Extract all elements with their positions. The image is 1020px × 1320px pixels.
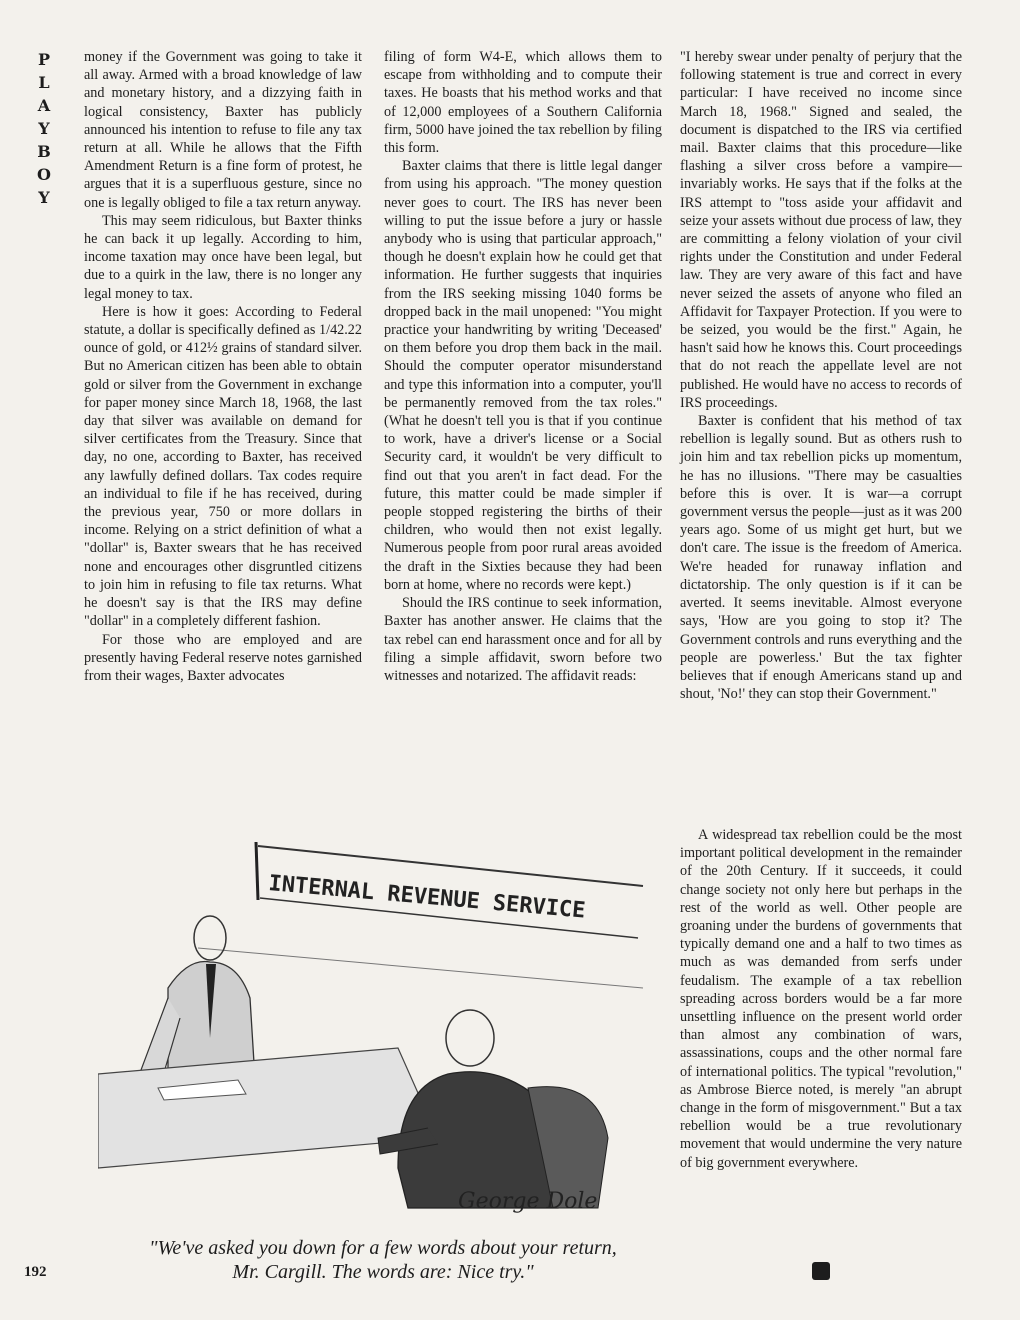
- masthead-letter: Y: [38, 119, 50, 138]
- article-column-2: [384, 48, 662, 685]
- paragraph: filing of form W4-E, which allows them to escape from withholding and to compute their taxes. He boasts that his method works and that of 12,000 employees of a Southern California firm, 5000 have joined the tax rebellion by filing this form.: [384, 49, 662, 157]
- caption-line-1: "We've asked you down for a few words about your return,: [149, 1237, 617, 1259]
- paragraph: A widespread tax rebellion could be the most important political development in the remainder of the 20th Century. If it succeeds, it could change society not only here but perhaps in the rest of the world as well. Other people are groaning under the burdens of governments that typically demand one and a half to two times as much as was demanded from serfs under feudalism. The example of a tax rebellion spreading across borders would be a far more unsettling influence on the present world order than almost any combination of wars, assassinations, coups and the other normal fare of international politics. The typical "revolution," as Ambrose Bierce noted, is merely "an abrupt change in the form of misgovernment." But a tax rebellion would be a true revolutionary movement that would undermine the very nature of big government everywhere.: [680, 827, 962, 1171]
- masthead-letter: L: [38, 73, 50, 92]
- paragraph: "I hereby swear under penalty of perjury that the following statement is true and correct in every particular: I have received no income since March 18, 1968." Signed and sealed, the document is dispatched to the IRS via certified mail. Baxter claims that this procedure—like flashing a silver cross before a vampire—invariably works. He says that if the folks at the IRS attempt to "toss aside your affidavit and seize your assets without due process of law, they are committing a felony violation of your civil rights under the Constitution and under Federal law. They are very aware of this fact and have never seized the assets of anyone who filed an Affidavit for Taxpayer Protection. If you were to be seized, you would be the first." Again, he hasn't said how he knows this. Court proceedings that do not reach the appellate level are not published. He would have no access to records of IRS proceedings.: [680, 49, 962, 411]
- end-of-article-bunny-icon: [812, 1262, 830, 1280]
- article-column-3-continued: [680, 826, 962, 1172]
- paragraph: For those who are employed and are presently having Federal reserve notes garnished from their wages, Baxter advocates: [84, 631, 362, 684]
- cartoon-caption: [100, 1236, 666, 1284]
- paragraph: This may seem ridiculous, but Baxter thinks he can back it up legally. According to him, income taxation may once have been legal, but due to a quirk in the law, there is no longer any legal money to tax.: [84, 212, 362, 302]
- article-column-1: [84, 48, 362, 685]
- sign-text: INTERNAL REVENUE SERVICE: [267, 871, 587, 924]
- masthead-letter: O: [37, 165, 51, 184]
- caption-line-2: Mr. Cargill. The words are: Nice try.": [232, 1261, 534, 1283]
- paragraph: Baxter claims that there is little legal danger from using his approach. "The money question never goes to court. The IRS has never been willing to put the issue before a jury or hassle anybody who is using that particular approach," though he doesn't explain how he could get that information. He further suggests that inquiries from the IRS seeking missing 1040 forms be dropped back in the mail unopened: "You might practice your handwriting by writing 'Deceased' on them before you drop them back in the mail. Should the computer operator misunderstand and type this information into a computer, you'll be permanently removed from the tax roles." (What he doesn't tell you is that if you continue to work, have a driver's license or a Social Security card, it wouldn't be very difficult to find out that you aren't in fact dead. For the future, this matter could be made simpler if people stopped registering the births of their children, who would then not exist legally. Numerous people from poor rural areas avoided the draft in the Sixties because they had been born at home, where no records were kept.): [384, 158, 662, 593]
- paragraph: money if the Government was going to take it all away. Armed with a broad knowledge of law and monetary history, and a dizzying faith in logical consistency, Baxter has publicly announced his intention to refuse to file any tax return at all. While he allows that the Fifth Amendment Return is a fine form of protest, he argues that it is a superfluous gesture, since no one is legally obliged to file a tax return anyway.: [84, 49, 362, 211]
- paragraph: Baxter is confident that his method of tax rebellion is legally sound. But as others rush to join him and tax rebellion picks up momentum, he has no illusions. "There may be casualties before this is over. It is war—a corrupt government versus the people—just as it was 200 years ago. Some of us might get hurt, but we don't care. The issue is the freedom of America. We're headed for runaway inflation and dictatorship. The only question is if it can be averted. It seems inevitable. Almost everyone says, 'How are you going to stop it? The Government controls and runs everything and the people are powerless.' But the tax fighter believes that if enough Americans stand up and shout, 'No!' they can stop their Government.": [680, 413, 962, 703]
- page-number: 192: [24, 1264, 47, 1280]
- masthead-letter: A: [37, 96, 51, 115]
- paragraph: Should the IRS continue to seek information, Baxter has another answer. He claims that the tax rebel can end harassment once and for all by filing a simple affidavit, sworn before two witnesses and notarized. The affidavit reads:: [384, 595, 662, 684]
- irs-cartoon-illustration: [98, 838, 658, 1218]
- masthead-letter: P: [37, 50, 51, 69]
- cartoonist-signature: George Dole: [458, 1189, 598, 1214]
- playboy-masthead: [30, 48, 58, 209]
- masthead-letter: B: [37, 142, 51, 161]
- article-column-3: [680, 48, 962, 703]
- masthead-letter: Y: [38, 188, 50, 207]
- paragraph: Here is how it goes: According to Federal statute, a dollar is specifically defined as 1/42.22 ounce of gold, or 412½ grains of standard silver. But no American citizen has been able to obtain gold or silver from the Government in exchange for paper money since March 18, 1968, the last day that silver was available on demand for silver certificates from the Treasury. Since that day, no one, according to Baxter, has received any lawfully defined dollars. Tax codes require an individual to file if he has received, during the previous year, 750 or more dollars in income. Relying on a strict definition of what a "dollar" is, Baxter swears that he has received none and encourages other disgruntled citizens to join him in refusing to file tax returns. What he doesn't say is that the IRS may define "dollar" in a completely different fashion.: [84, 303, 362, 630]
